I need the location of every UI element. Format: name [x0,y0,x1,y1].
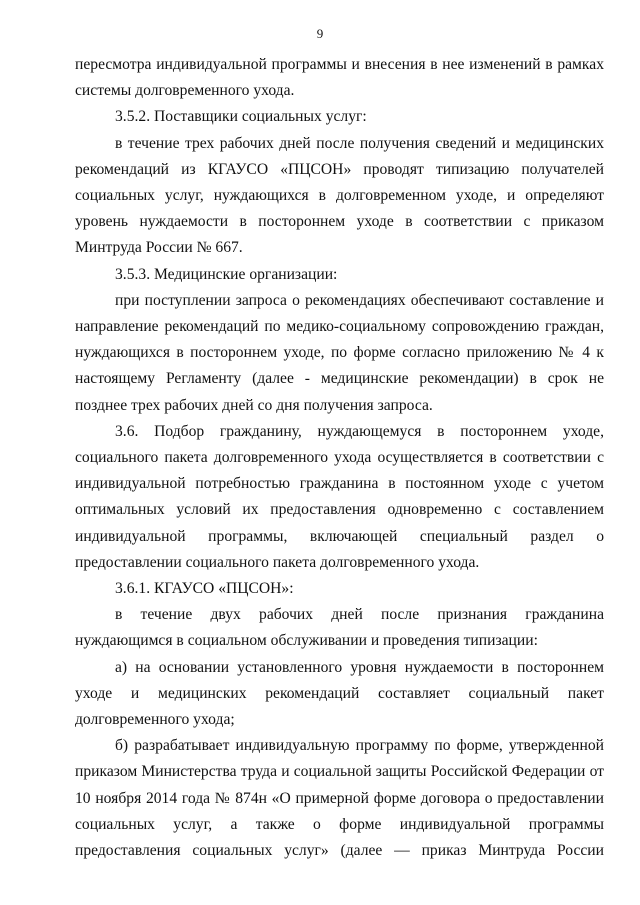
page-number: 9 [316,26,324,41]
paragraph: пересмотра индивидуальной программы и внесения в нее изменений в рамках системы долговременного ухода. [75,56,604,100]
paragraph: при поступлении запроса о рекомендациях обеспечивают составление и направление рекомендаций по медико-социальному сопровождению граждан, нуждающихся в постороннем уходе, по форме согласно приложению № 4 к настоящему Регламенту (далее - медицинские рекомендации) в срок не позднее трех рабочих дней со дня получения запроса. [75,291,604,414]
section-heading: 3.5.2. Поставщики социальных услуг: [115,108,367,126]
paragraph: в течение двух рабочих дней после признания гражданина нуждающимся в социальном обслуживании и проведения типизации: [75,606,604,650]
section-heading: 3.5.3. Медицинские организации: [115,265,338,283]
document-body [75,52,604,864]
list-item: б) разрабатывает индивидуальную программу по форме, утвержденной приказом Министерства труда и социальной защиты Российской Федерации от 10 ноября 2014 года № 874н «О примерной форме договора о предоставлении социальных услуг, а также о форме индивидуальной программы предоставления социальных услуг» (далее — приказ Минтруда России [75,737,604,860]
paragraph: 3.6. Подбор гражданину, нуждающемуся в постороннем уходе, социального пакета долговременного ухода осуществляется в соответствии с индивидуальной потребностью гражданина в постоянном уходе с учетом оптимальных условий их предоставления одновременно с составлением индивидуальной программы, включающей специальный раздел о предоставлении социального пакета долговременного ухода. [75,422,604,571]
list-item: а) на основании установленного уровня нуждаемости в постороннем уходе и медицинских рекомендаций составляет социальный пакет долговременного ухода; [75,658,604,729]
paragraph: в течение трех рабочих дней после получения сведений и медицинских рекомендаций из КГАУСО «ПЦСОН» проводят типизацию получателей социальных услуг, нуждающихся в долговременном уходе, и определяют уровень нуждаемости в постороннем уходе в соответствии с приказом Минтруда России № 667. [75,134,604,257]
section-heading: 3.6.1. КГАУСО «ПЦСОН»: [115,580,294,598]
